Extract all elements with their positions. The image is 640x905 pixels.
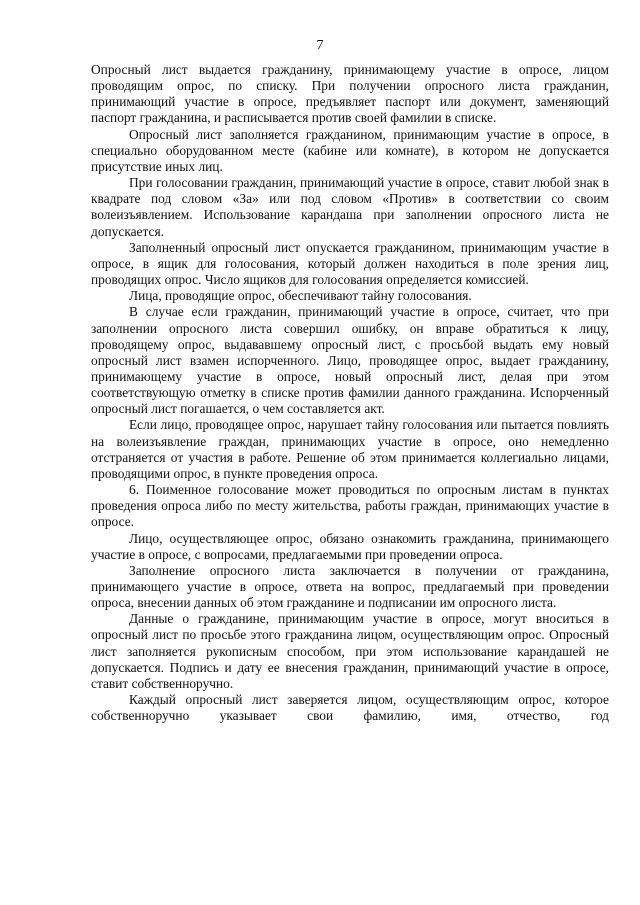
paragraph: Лицо, осуществляющее опрос, обязано ознакомить гражданина, принимающего участие в опросе, с вопросами, предлагаемыми при проведении опроса. <box>91 530 609 562</box>
paragraph: Если лицо, проводящее опрос, нарушает тайну голосования или пытается повлиять на волеизъявление граждан, принимающих участие в опросе, оно немедленно отстраняется от участия в работе. Решение об этом принимается коллегиально лицами, проводящими опрос, в пункте проведения опроса. <box>91 417 609 481</box>
paragraph: В случае если гражданин, принимающий участие в опросе, считает, что при заполнении опросного листа совершил ошибку, он вправе обратиться к лицу, проводящему опрос, выдававшему опросный лист, с просьбой выдать ему новый опросный лист взамен испорченного. Лицо, проводящее опрос, выдает гражданину, принимающему участие в опросе, новый опросный лист, делая при этом соответствующую отметку в списке против фамилии данного гражданина. Испорченный опросный лист погашается, о чем составляется акт. <box>91 304 609 417</box>
page-number: 7 <box>316 38 324 53</box>
document-body <box>91 62 609 724</box>
paragraph: 6. Поименное голосование может проводиться по опросным листам в пунктах проведения опроса либо по месту жительства, работы граждан, принимающих участие в опросе. <box>91 482 609 530</box>
paragraph: Заполнение опросного листа заключается в получении от гражданина, принимающего участие в опросе, ответа на вопрос, предлагаемый при проведении опроса, внесении данных об этом гражданине и подписании им опросного листа. <box>91 562 609 611</box>
paragraph: При голосовании гражданин, принимающий участие в опросе, ставит любой знак в квадрате под словом «За» или под словом «Против» в соответствии со своим волеизъявлением. Использование карандаша при заполнении опросного листа не допускается. <box>91 175 609 239</box>
paragraph: Заполненный опросный лист опускается гражданином, принимающим участие в опросе, в ящик для голосования, который должен находиться в поле зрения лиц, проводящих опрос. Число ящиков для голосования определяется комиссией. <box>91 239 609 288</box>
paragraph: Опросный лист заполняется гражданином, принимающим участие в опросе, в специально оборудованном месте (кабине или комнате), в котором не допускается присутствие иных лиц. <box>91 126 609 174</box>
paragraph: Лица, проводящие опрос, обеспечивают тайну голосования. <box>129 288 472 304</box>
paragraph: Каждый опросный лист заверяется лицом, осуществляющим опрос, которое собственноручно указывает свои фамилию, имя, отчество, год <box>91 692 609 724</box>
paragraph: Опросный лист выдается гражданину, принимающему участие в опросе, лицом проводящим опрос, по списку. При получении опросного листа гражданин, принимающий участие в опросе, предъявляет паспорт или документ, заменяющий паспорт гражданина, и расписывается против своей фамилии в списке. <box>91 62 609 126</box>
paragraph: Данные о гражданине, принимающим участие в опросе, могут вноситься в опросный лист по просьбе этого гражданина лицом, осуществляющим опрос. Опросный лист заполняется рукописным способом, при этом использование карандашей не допускается. Подпись и дату ее внесения гражданин, принимающий участие в опросе, ставит собственноручно. <box>91 611 609 691</box>
